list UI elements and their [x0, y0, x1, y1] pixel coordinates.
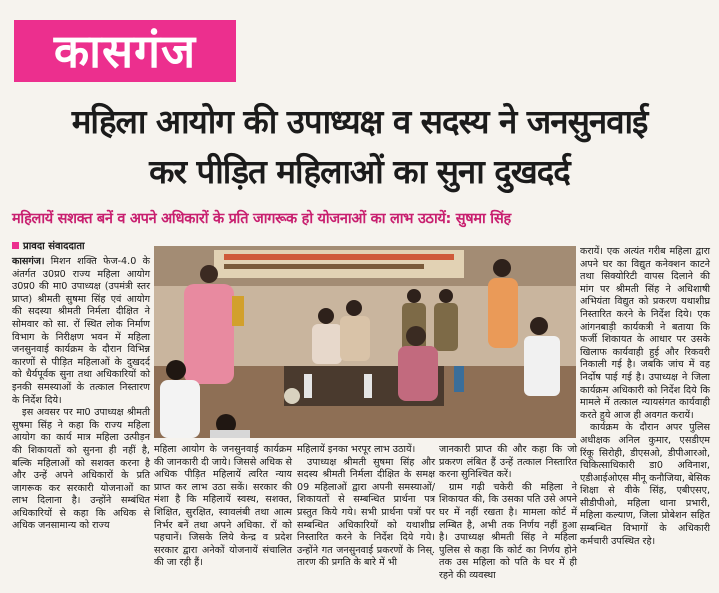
- paragraph: [12, 256, 150, 407]
- paragraph: कार्यक्रम के दौरान अपर पुलिस अधीक्षक अनिल कुमार, एसडीएम रिंकू सिरोही, डीएसओ, डीपीआरओ, चिकित्साधिकारी डा0 अविनाश, एडीआईओएस मीनू कनौजिया, बेसिक शिक्षा से वीके सिंह, एबीएसए, सीडीपीओ, महिला थाना प्रभारी, महिला कल्याण, जिला प्रोबेशन सहित सम्बन्धित विभागों के अधिकारी कर्मचारी उपस्थित रहे।: [580, 422, 710, 547]
- article-column-2: [154, 444, 292, 593]
- city-banner: कासगंज: [14, 20, 236, 82]
- paragraph: इस अवसर पर मा0 उपाध्यक्ष श्रीमती सुषमा सिंह ने कहा कि राज्य महिला आयोग का कार्य मात्र महिला उत्पीड़न की शिकायतों को सुनना ही नहीं है, बल्कि महिलाओं को सशक्त करना है और उन्हें अपने अधिकारों के प्रति जागरूक कर सरकारी योजनाओं का लाभ दिलाना है। उन्होंने सम्बंधित अधिकारियों से कहा कि अधिक से अधिक जनसामान्य को राज्य: [12, 407, 150, 532]
- event-photo-image: [154, 246, 576, 438]
- article-column-4: [439, 444, 577, 593]
- headline-line-2: कर पीड़ित महिलाओं का सुना दुखदर्द: [149, 152, 570, 191]
- paragraph: जानकारी प्राप्त की और कहा कि जो प्रकरण लंबित हैं उन्हें तत्काल निस्तारित करना सुनिश्चित करें।: [439, 444, 577, 481]
- paragraph-text: मिशन शक्ति फेज-4.0 के अंतर्गत उ0प्र0 राज्य महिला आयोग उ0प्र0 की मा0 उपाध्यक्ष (उपमंत्री स्तर प्राप्त) श्रीमती सुषमा सिंह एवं आयोग की सदस्या श्रीमती निर्मला दीक्षित ने सोमवार को सा. रों स्थित लोक निर्माण विभाग के निरीक्षण भवन में महिला जनसुनवाई कार्यक्रम के दौरान विभिन्न कारणों से पीड़ित महिलाओं के दुखदर्द को धैर्यपूर्वक सुना तथा अधिकारियों को इनकी समस्याओं के तत्काल निस्तारण के निर्देश दिये।: [12, 256, 150, 406]
- dateline: कासगंज।: [12, 256, 45, 267]
- paragraph: करायें। एक अत्यंत गरीब महिला द्वारा अपने घर का विद्युत कनेक्शन काटने तथा सिक्योरिटी वापस दिलाने की मांग पर श्रीमती सिंह ने अधिशाषी अभियंता विद्युत को प्रकरण यथाशीघ्र निस्तारित करने के निर्देश दिये। एक आंगनबाड़ी कार्यकत्री ने बताया कि फर्जी शिकायत के आधार पर उसके खिलाफ कार्यवाही हुई और रिकवरी निकाली गई है। जबकि जांच में वह निर्दोष पाई गई है। उपाध्यक्ष ने जिला कार्यक्रम अधिकारी को निर्देश दिये कि मामले में तत्काल न्यायसंगत कार्यवाही करते हुये आज ही अवगत करायें।: [580, 246, 710, 421]
- byline-marker-icon: [12, 242, 19, 249]
- subheadline: महिलायें सशक्त बनें व अपने अधिकारों के प्रति जागरूक हो योजनाओं का लाभ उठायें: सुषमा सिंह: [12, 211, 511, 227]
- article-column-3: [297, 444, 435, 593]
- event-photo: [154, 246, 576, 438]
- paragraph: महिलायें इनका भरपूर लाभ उठायें।: [297, 444, 416, 455]
- byline: [12, 238, 85, 252]
- article-column-5: [580, 246, 710, 593]
- headline-line-1: महिला आयोग की उपाध्यक्ष व सदस्य ने जनसुनवाई: [71, 102, 648, 141]
- paragraph: ग्राम गढ़ी चकेरी की महिला ने शिकायत की, कि उसका पति उसे अपने घर में नहीं रखता है। मामला कोर्ट में लम्बित है, अभी तक निर्णय नहीं हुआ है। उपाध्यक्ष श्रीमती सिंह ने महिला पुलिस से कहा कि कोर्ट का निर्णय होने तक उस महिला को पति के घर में ही रहने की व्यवस्था: [439, 481, 577, 581]
- paragraph: उपाध्यक्ष श्रीमती सुषमा सिंह और सदस्य श्रीमती निर्मला दीक्षित के समक्ष 09 महिलाओं द्वारा अपनी समस्याओं/शिकायतों से सम्बन्धित प्रार्थना पत्र प्रस्तुत किये गये। सभी प्रार्थना पत्रों पर सम्बन्धित अधिकारियों को यथाशीघ्र निस्तारित करने के निर्देश दिये गये। उन्होंने गत जनसुनवाई प्रकरणों के निस्. तारण की प्रगति के बारे में भी: [297, 456, 435, 569]
- paragraph: महिला आयोग के जनसुनवाई कार्यक्रम की जानकारी दी जाये। जिससे अधिक से अधिक पीड़ित महिलायें त्वरित न्याय प्राप्त कर लाभ उठा सकें। सरकार की मंशा है कि महिलायें स्वस्थ, सशक्त, शिक्षित, सुरक्षित, स्वावलंबी तथा आत्म निर्भर बनें तथा अपने अधिका. रों को पहचानें। जिसके लिये केन्द्र व प्रदेश सरकार द्वारा अनेकों योजनायें संचालित की जा रही हैं।: [154, 444, 292, 569]
- article-column-1: [12, 256, 150, 593]
- byline-text: प्रावदा संवाददाता: [23, 241, 85, 252]
